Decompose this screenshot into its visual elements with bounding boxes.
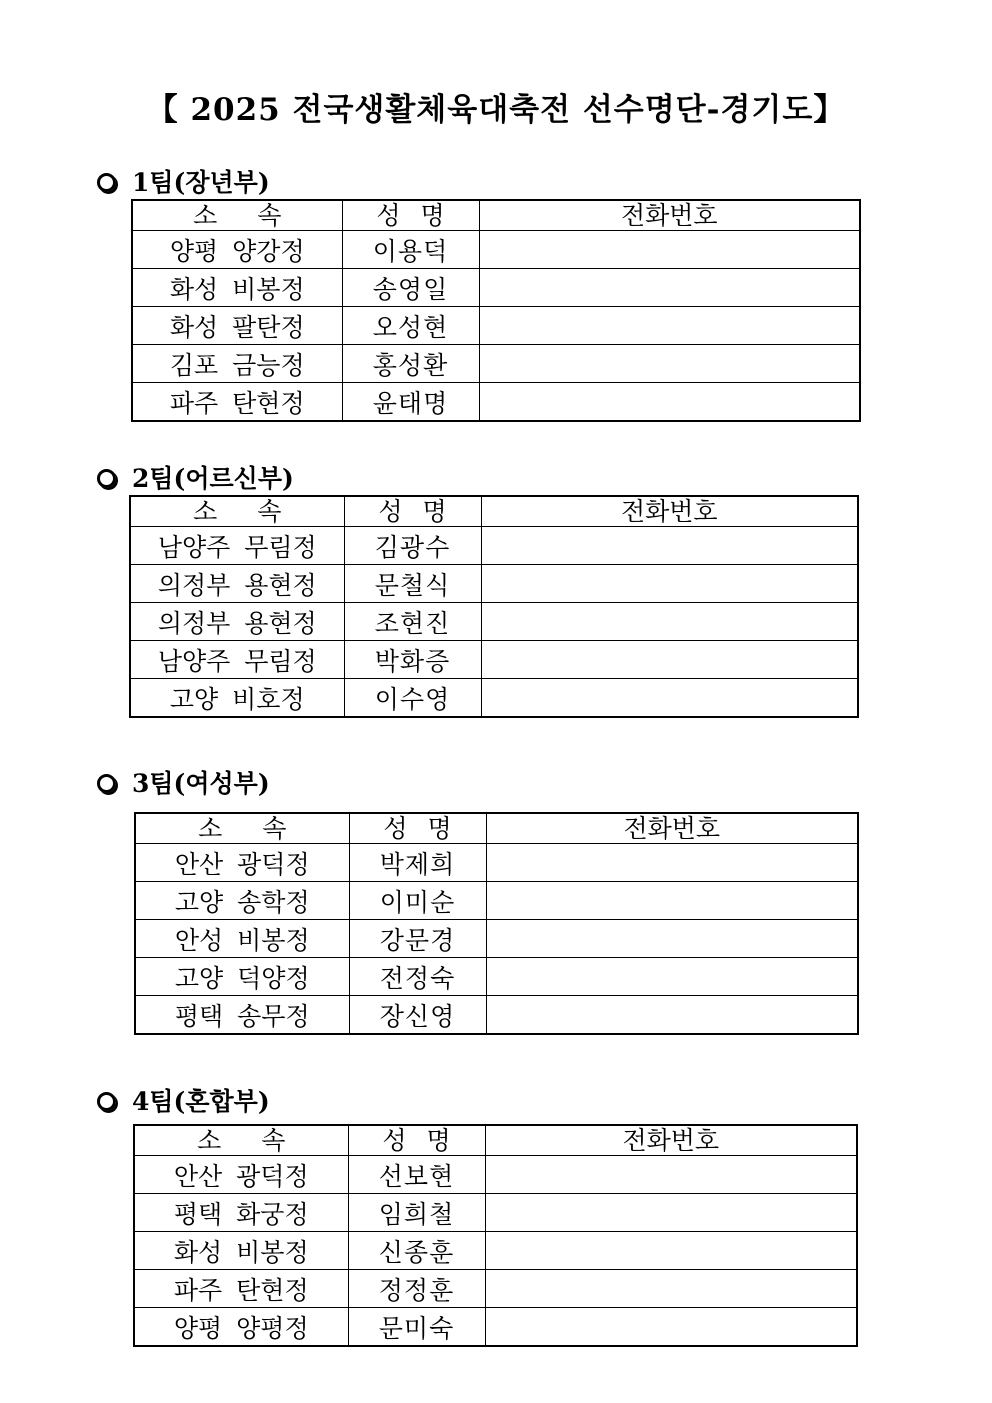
circle-bullet-icon: [97, 469, 116, 488]
name-cell: 송영일: [342, 269, 479, 307]
column-header-affiliation: 소속: [130, 496, 344, 527]
phone-cell[interactable]: [479, 345, 860, 383]
phone-cell[interactable]: [485, 1232, 857, 1270]
name-cell: 윤태명: [342, 383, 479, 422]
affiliation-cell: 김포 금능정: [132, 345, 342, 383]
table-row: [134, 1308, 857, 1347]
name-cell: 임희철: [348, 1194, 485, 1232]
column-header-affiliation: 소속: [132, 200, 342, 231]
team-4-heading-text: 4팀(혼합부): [132, 1087, 270, 1116]
table-row: [132, 269, 860, 307]
phone-cell[interactable]: [481, 641, 858, 679]
name-cell: 조현진: [344, 603, 481, 641]
phone-cell[interactable]: [486, 920, 858, 958]
name-cell: 문철식: [344, 565, 481, 603]
table-row: [135, 844, 858, 882]
name-cell: 이미순: [349, 882, 486, 920]
team-2-table: [129, 495, 859, 718]
table-row: [130, 679, 858, 718]
name-cell: 신종훈: [348, 1232, 485, 1270]
table-row: [134, 1194, 857, 1232]
team-3-heading: [97, 764, 270, 800]
phone-cell[interactable]: [486, 882, 858, 920]
name-cell: 정정훈: [348, 1270, 485, 1308]
table-row: [132, 307, 860, 345]
name-cell: 강문경: [349, 920, 486, 958]
table-row: [134, 1270, 857, 1308]
affiliation-cell: 남양주 무림정: [130, 527, 344, 565]
name-cell: 김광수: [344, 527, 481, 565]
circle-bullet-icon: [97, 1092, 116, 1111]
affiliation-cell: 안산 광덕정: [134, 1156, 348, 1194]
phone-cell[interactable]: [486, 844, 858, 882]
name-cell: 선보현: [348, 1156, 485, 1194]
column-header-affiliation: 소속: [135, 813, 349, 844]
circle-bullet-icon: [97, 774, 116, 793]
affiliation-cell: 고양 비호정: [130, 679, 344, 718]
name-cell: 이용덕: [342, 231, 479, 269]
affiliation-cell: 양평 양평정: [134, 1308, 348, 1347]
phone-cell[interactable]: [481, 603, 858, 641]
affiliation-cell: 평택 송무정: [135, 996, 349, 1035]
affiliation-cell: 안산 광덕정: [135, 844, 349, 882]
table-row: [135, 920, 858, 958]
table-row: [130, 641, 858, 679]
phone-cell[interactable]: [486, 958, 858, 996]
table-row: [132, 345, 860, 383]
phone-cell[interactable]: [485, 1194, 857, 1232]
table-row: [135, 958, 858, 996]
column-header-name: 성명: [349, 813, 486, 844]
name-cell: 전정숙: [349, 958, 486, 996]
circle-bullet-icon: [97, 173, 116, 192]
table-header-row: [135, 813, 858, 844]
name-cell: 오성현: [342, 307, 479, 345]
table-header-row: [134, 1125, 857, 1156]
team-4-heading: [97, 1082, 270, 1118]
table-row: [134, 1232, 857, 1270]
affiliation-cell: 평택 화궁정: [134, 1194, 348, 1232]
table-header-row: [132, 200, 860, 231]
phone-cell[interactable]: [481, 527, 858, 565]
phone-cell[interactable]: [481, 679, 858, 718]
table-row: [132, 383, 860, 422]
table-row: [130, 603, 858, 641]
affiliation-cell: 화성 팔탄정: [132, 307, 342, 345]
column-header-phone: 전화번호: [481, 496, 858, 527]
affiliation-cell: 고양 송학정: [135, 882, 349, 920]
phone-cell[interactable]: [481, 565, 858, 603]
name-cell: 장신영: [349, 996, 486, 1035]
phone-cell[interactable]: [485, 1156, 857, 1194]
table-header-row: [130, 496, 858, 527]
column-header-name: 성명: [342, 200, 479, 231]
team-3-heading-text: 3팀(여성부): [132, 769, 270, 798]
affiliation-cell: 파주 탄현정: [134, 1270, 348, 1308]
team-1-heading: [97, 163, 270, 199]
affiliation-cell: 의정부 용현정: [130, 603, 344, 641]
affiliation-cell: 양평 양강정: [132, 231, 342, 269]
phone-cell[interactable]: [485, 1308, 857, 1347]
column-header-name: 성명: [344, 496, 481, 527]
team-2-heading-text: 2팀(어르신부): [132, 464, 294, 493]
team-3-table: [134, 812, 859, 1035]
affiliation-cell: 안성 비봉정: [135, 920, 349, 958]
team-1-heading-text: 1팀(장년부): [132, 168, 270, 197]
phone-cell[interactable]: [479, 307, 860, 345]
column-header-phone: 전화번호: [485, 1125, 857, 1156]
name-cell: 이수영: [344, 679, 481, 718]
affiliation-cell: 화성 비봉정: [132, 269, 342, 307]
team-1-table: [131, 199, 861, 422]
column-header-affiliation: 소속: [134, 1125, 348, 1156]
name-cell: 문미숙: [348, 1308, 485, 1347]
table-row: [130, 565, 858, 603]
table-row: [130, 527, 858, 565]
phone-cell[interactable]: [485, 1270, 857, 1308]
column-header-name: 성명: [348, 1125, 485, 1156]
name-cell: 박제희: [349, 844, 486, 882]
table-row: [135, 996, 858, 1035]
team-4-table: [133, 1124, 858, 1347]
table-row: [132, 231, 860, 269]
column-header-phone: 전화번호: [486, 813, 858, 844]
phone-cell[interactable]: [479, 383, 860, 422]
phone-cell[interactable]: [479, 269, 860, 307]
name-cell: 박화증: [344, 641, 481, 679]
column-header-phone: 전화번호: [479, 200, 860, 231]
page-title: 【 2025 전국생활체육대축전 선수명단-경기도】: [146, 92, 846, 128]
affiliation-cell: 의정부 용현정: [130, 565, 344, 603]
affiliation-cell: 파주 탄현정: [132, 383, 342, 422]
affiliation-cell: 남양주 무림정: [130, 641, 344, 679]
table-row: [135, 882, 858, 920]
team-2-heading: [97, 459, 294, 495]
table-row: [134, 1156, 857, 1194]
affiliation-cell: 화성 비봉정: [134, 1232, 348, 1270]
name-cell: 홍성환: [342, 345, 479, 383]
phone-cell[interactable]: [486, 996, 858, 1035]
phone-cell[interactable]: [479, 231, 860, 269]
affiliation-cell: 고양 덕양정: [135, 958, 349, 996]
